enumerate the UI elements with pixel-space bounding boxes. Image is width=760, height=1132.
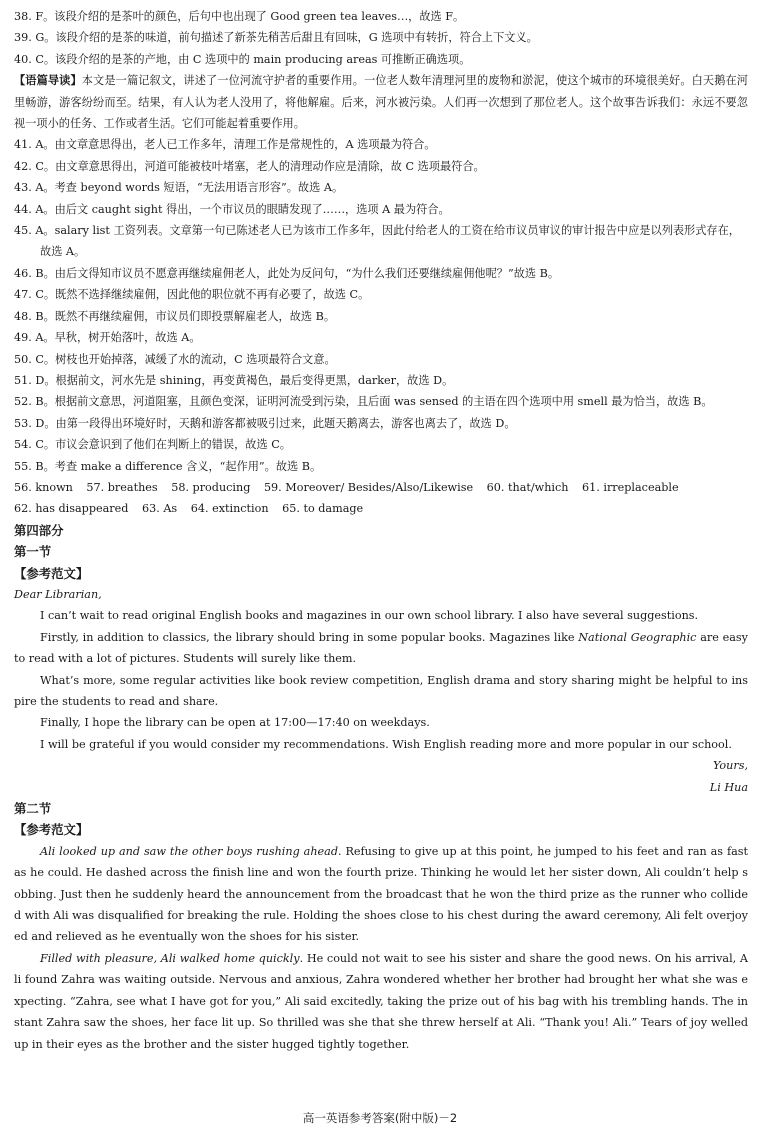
answer-43: 43. A。考查 beyond words 短语，“无法用语言形容”。故选 A。 (14, 181, 344, 195)
fill-answer-58: 58. producing (171, 480, 251, 494)
fill-answer-64: 64. extinction (190, 502, 269, 516)
answer-55: 55. B。考查 make a difference 含义，“起作用”。故选 B。 (14, 459, 322, 473)
sample-essay-tag-1: 【参考范文】 (14, 565, 89, 581)
fill-answer-59: 59. Moreover/ Besides/Also/Likewise (263, 480, 474, 494)
answer-53: 53. D。由第一段得出环境好时，天鹅和游客都被吸引过来，此题天鹅离去，游客也离去了，故选 D。 (14, 416, 516, 430)
answer-39: 39. G。该段介绍的是茶的味道，前句描述了新茶先稍苦后甜且有回味，G 选项中有转折，符合上下文义。 (14, 31, 538, 45)
answer-44: 44. A。由后文 caught sight 得出，一个市议员的眼睛发现了……，选项 A 最为符合。 (14, 202, 450, 216)
answer-38: 38. F。该段介绍的是茶叶的颜色，后句中也出现了 Good green tea leaves…，故选 F。 (14, 10, 465, 23)
part-four-title: 第四部分 (14, 522, 64, 538)
section-two-title: 第二节 (14, 801, 52, 817)
answer-52: 52. B。根据前文意思，河道阻塞，且颜色变深，证明河流受到污染，且后面 was sensed 的主语在四个选项中用 smell 最为恰当，故选 B。 (14, 395, 713, 409)
letter-signature: Li Hua (709, 780, 748, 794)
letter-salutation: Dear Librarian, (14, 587, 102, 601)
answer-49: 49. A。早秋，树开始落叶，故选 A。 (14, 331, 201, 345)
fill-answer-61: 61. irreplaceable (582, 480, 679, 494)
letter-closing: Yours, (713, 759, 748, 773)
answer-51: 51. D。根据前文，河水先是 shining，再变黄褐色，最后变得更黑，darker，故选 D。 (14, 373, 454, 387)
fill-answers-row-2 (14, 498, 748, 519)
letter-paragraph-2 (14, 627, 748, 670)
fill-answer-56: 56. known (14, 480, 73, 494)
passage-guide (14, 70, 748, 134)
letter-paragraph-1: I can’t wait to read original English books and magazines in our own school library. I also have several suggestions. (40, 609, 699, 623)
fill-answer-63: 63. As (141, 502, 178, 516)
letter-paragraph-4: Finally, I hope the library can be open at 17:00—17:40 on weekdays. (40, 716, 430, 730)
answer-46: 46. B。由后文得知市议员不愿意再继续雇佣老人，此处为反问句，“为什么我们还要继续雇佣他呢？”故选 B。 (14, 266, 560, 280)
story-paragraph-1 (14, 841, 748, 948)
fill-answer-62: 62. has disappeared (14, 502, 129, 516)
magazine-title: National Geographic (578, 630, 697, 644)
fill-answer-60: 60. that/which (486, 480, 569, 494)
answer-42: 42. C。由文章意思得出，河道可能被枝叶堵塞，老人的清理动作应是清除，故 C 选项最符合。 (14, 159, 485, 173)
story-paragraph-2-text: . He could not wait to see his sister and share the good news. On his arrival, Ali found Zahra was waiting outside. Nervous and anxious, Zahra wondered whether her brother had brought her what she was expecting. “Zahra, see what I have got for you,” Ali said excitedly, taking the prize out of his bag with his trembling hands. The instant Zahra saw the shoes, her face lit up. So thrilled was she that she threw herself at Ali. “Thank you! Ali.” Tears of joy welled up in their eyes as the brother and the sister hugged tightly together. (14, 951, 749, 1051)
story-paragraph-1-lead: Ali looked up and saw the other boys rushing ahead (40, 844, 338, 858)
story-paragraph-2-lead: Filled with pleasure, Ali walked home quickly (40, 951, 300, 965)
fill-answer-57: 57. breathes (86, 480, 158, 494)
story-paragraph-2 (14, 948, 748, 1055)
answer-45: 45. A。salary list 工资列表。文章第一句已陈述老人已为该市工作多年，因此付给老人的工资在给市议员审议的审计报告中应是以列表形式存在，故选 A。 (14, 224, 740, 259)
page-footer: 高一英语参考答案(附中版)－2 (302, 1111, 458, 1125)
passage-guide-tag: 【语篇导读】 (14, 74, 82, 88)
fill-answers-row-1 (14, 477, 748, 498)
section-one-title: 第一节 (14, 544, 52, 560)
passage-guide-text: 本文是一篇记叙文，讲述了一位河流守护者的重要作用。一位老人数年清理河里的废物和淤泥，使这个城市的环境很美好。白天鹅在河里畅游，游客纷纷而至。结果，有人认为老人没用了，将他解雇。后来，河水被污染。人们再一次想到了那位老人。这个故事告诉我们：永远不要忽视一项小的任务、工作或者生活。它们可能起着重要作用。 (14, 74, 748, 131)
sample-essay-tag-2: 【参考范文】 (14, 822, 89, 838)
answer-54: 54. C。市议会意识到了他们在判断上的错误，故选 C。 (14, 438, 291, 452)
letter-paragraph-5: I will be grateful if you would consider my recommendations. Wish English reading more and more popular in our school. (40, 737, 732, 751)
answer-40: 40. C。该段介绍的是茶的产地，由 C 选项中的 main producing areas 可推断正确选项。 (14, 52, 471, 66)
answer-47: 47. C。既然不选择继续雇佣，因此他的职位就不再有必要了，故选 C。 (14, 288, 370, 302)
answer-41: 41. A。由文章意思得出，老人已工作多年，清理工作是常规性的，A 选项最为符合。 (14, 138, 436, 152)
answer-48: 48. B。既然不再继续雇佣，市议员们即投票解雇老人，故选 B。 (14, 309, 336, 323)
letter-paragraph-2-text-b: are easy to read with a lot of pictures. Students will surely like them. (14, 630, 748, 666)
fill-answer-65: 65. to damage (282, 502, 364, 516)
story-paragraph-1-text: . Refusing to give up at this point, he jumped to his feet and ran as fast as he could. He dashed across the finish line and won the fourth prize. Thinking he would let her sister down, Ali couldn’t help sobbing. Just then he suddenly heard the announcement from the broadcast that he won the third prize as the runner who collided with Ali was disqualified for breaking the rule. Holding the shoes close to his chest during the award ceremony, Ali felt overjoyed and relieved as he eventually won the shoes for his sister. (14, 844, 748, 944)
answer-50: 50. C。树枝也开始掉落，减缓了水的流动，C 选项最符合文意。 (14, 352, 336, 366)
letter-paragraph-2-text-a: Firstly, in addition to classics, the library should bring in some popular books. Magazines like (40, 630, 579, 644)
answer-page (14, 6, 748, 1055)
letter-paragraph-3: What’s more, some regular activities like book review competition, English drama and story sharing might be helpful to inspire the students to read and share. (14, 673, 748, 708)
